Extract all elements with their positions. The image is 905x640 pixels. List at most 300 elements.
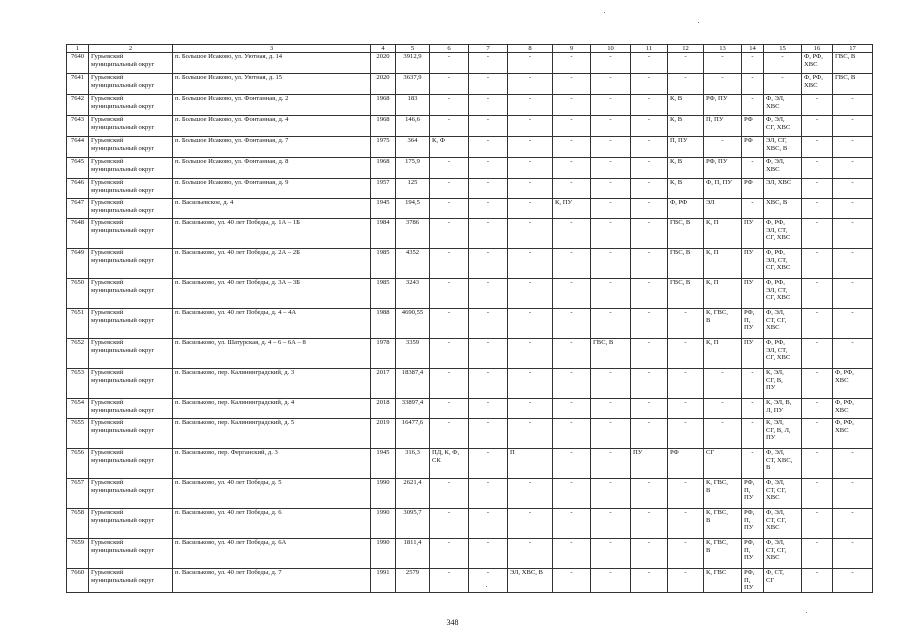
table-cell: -	[553, 309, 591, 339]
table-cell: -	[469, 199, 508, 219]
table-cell: 364	[396, 137, 430, 158]
table-cell: ПУ	[742, 279, 764, 309]
table-cell: -	[802, 339, 833, 369]
table-cell: -	[469, 569, 508, 593]
table-cell: -	[469, 509, 508, 539]
table-cell: -	[631, 339, 668, 369]
table-cell: Гурьевский муниципальный округ	[89, 116, 173, 137]
table-cell: -	[591, 179, 631, 199]
table-cell: -	[591, 419, 631, 449]
table-cell: -	[742, 158, 764, 179]
table-cell: -	[508, 509, 553, 539]
table-cell: 2019	[371, 419, 396, 449]
table-cell: -	[469, 53, 508, 74]
table-cell: Гурьевский муниципальный округ	[89, 419, 173, 449]
table-cell: -	[469, 419, 508, 449]
table-cell: -	[430, 95, 469, 116]
table-cell: -	[591, 249, 631, 279]
table-cell: -	[508, 539, 553, 569]
table-cell: -	[591, 95, 631, 116]
table-cell: -	[833, 569, 873, 593]
table-cell: -	[553, 249, 591, 279]
table-cell: -	[668, 569, 704, 593]
table-cell: 146,6	[396, 116, 430, 137]
table-cell: -	[591, 309, 631, 339]
table-cell: -	[430, 569, 469, 593]
table-cell: Гурьевский муниципальный округ	[89, 158, 173, 179]
table-cell: К, ГВС, В	[704, 309, 742, 339]
table-cell: п. Васильково, ул. 40 лет Победы, д. 1А – 1Б	[173, 219, 371, 249]
table-cell: К, ЭЛ, В, Л, ПУ	[764, 399, 802, 419]
table-cell: -	[430, 53, 469, 74]
table-cell: -	[591, 219, 631, 249]
table-cell: п. Васильково, ул. 40 лет Победы, д. 7	[173, 569, 371, 593]
table-cell: ПУ	[742, 339, 764, 369]
scan-speck	[806, 612, 807, 613]
table-cell: -	[668, 399, 704, 419]
table-cell: Ф, РФ, ЭЛ, СТ, СГ, ХВС	[764, 249, 802, 279]
table-cell: РФ	[668, 449, 704, 479]
table-cell: 7655	[67, 419, 89, 449]
table-cell: ПУ	[631, 449, 668, 479]
table-cell: -	[631, 479, 668, 509]
table-cell: ГВС, В	[668, 279, 704, 309]
table-cell: -	[742, 95, 764, 116]
table-cell: Гурьевский муниципальный округ	[89, 199, 173, 219]
table-cell: -	[764, 74, 802, 95]
table-row	[67, 158, 873, 179]
table-cell: -	[833, 199, 873, 219]
table-cell: 7645	[67, 158, 89, 179]
table-cell: п. Васильково, ул. 40 лет Победы, д. 3А – 3Б	[173, 279, 371, 309]
table-cell: п. Большое Исаково, ул. Фонтанная, д. 8	[173, 158, 371, 179]
column-number-17: 17	[833, 45, 873, 53]
table-cell: -	[591, 369, 631, 399]
table-cell: п. Васильково, ул. 40 лет Победы, д. 4 – 4А	[173, 309, 371, 339]
table-cell: -	[553, 539, 591, 569]
table-cell: п. Большое Исаково, ул. Фонтанная, д. 4	[173, 116, 371, 137]
table-cell: -	[430, 399, 469, 419]
table-cell: -	[668, 53, 704, 74]
table-cell: -	[802, 179, 833, 199]
table-cell: -	[631, 179, 668, 199]
table-cell: -	[631, 569, 668, 593]
table-cell: -	[469, 158, 508, 179]
table-row	[67, 399, 873, 419]
table-cell: п. Васильково, пер. Ферганский, д. 3	[173, 449, 371, 479]
table-cell: Ф, ЭЛ, ХВС	[764, 158, 802, 179]
table-cell: Гурьевский муниципальный округ	[89, 309, 173, 339]
table-row	[67, 53, 873, 74]
table-cell: 1985	[371, 279, 396, 309]
table-cell: -	[802, 199, 833, 219]
table-cell: -	[631, 53, 668, 74]
table-cell: РФ, П, ПУ	[742, 539, 764, 569]
table-cell: 18387,4	[396, 369, 430, 399]
table-row	[67, 219, 873, 249]
table-row	[67, 95, 873, 116]
table-cell: -	[469, 539, 508, 569]
table-cell: -	[833, 179, 873, 199]
column-number-1: 1	[67, 45, 89, 53]
table-cell: -	[508, 116, 553, 137]
table-cell: Гурьевский муниципальный округ	[89, 53, 173, 74]
table-cell: -	[469, 137, 508, 158]
table-cell: 175,9	[396, 158, 430, 179]
table-cell: ПУ	[742, 249, 764, 279]
column-number-4: 4	[371, 45, 396, 53]
table-cell: -	[469, 399, 508, 419]
table-cell: 7644	[67, 137, 89, 158]
table-cell: 3637,9	[396, 74, 430, 95]
table-cell: Гурьевский муниципальный округ	[89, 249, 173, 279]
table-cell: -	[430, 539, 469, 569]
table-cell: К, П	[704, 249, 742, 279]
table-cell: -	[553, 158, 591, 179]
table-cell: -	[631, 419, 668, 449]
table-cell: -	[508, 479, 553, 509]
table-cell: ПД, К, Ф, СК	[430, 449, 469, 479]
table-cell: Ф, РФ, ХВС	[802, 53, 833, 74]
table-cell: 3786	[396, 219, 430, 249]
table-cell: -	[833, 219, 873, 249]
table-cell: К, В	[668, 116, 704, 137]
table-cell: -	[802, 309, 833, 339]
table-cell: -	[591, 509, 631, 539]
table-cell: -	[833, 279, 873, 309]
table-cell: 7650	[67, 279, 89, 309]
table-cell: 7640	[67, 53, 89, 74]
table-cell: -	[430, 479, 469, 509]
table-cell: 1978	[371, 339, 396, 369]
table-cell: Ф, П, ПУ	[704, 179, 742, 199]
table-cell: 1988	[371, 309, 396, 339]
table-cell: -	[553, 279, 591, 309]
table-cell: 7648	[67, 219, 89, 249]
table-cell: -	[668, 539, 704, 569]
table-cell: -	[742, 419, 764, 449]
table-cell: РФ, П, ПУ	[742, 479, 764, 509]
table-cell: Ф, РФ, ЭЛ, СТ, СГ, ХВС	[764, 279, 802, 309]
table-cell: 7651	[67, 309, 89, 339]
table-cell: ГВС, В	[833, 53, 873, 74]
table-cell: 1990	[371, 539, 396, 569]
table-cell: -	[430, 509, 469, 539]
table-cell: Ф, РФ	[668, 199, 704, 219]
table-cell: -	[833, 479, 873, 509]
table-cell: -	[553, 569, 591, 593]
column-number-15: 15	[764, 45, 802, 53]
table-cell: Ф, РФ, ХВС	[833, 369, 873, 399]
table-cell: К, ЭЛ, СГ, В, Л, ПУ	[764, 419, 802, 449]
scan-speck	[486, 586, 487, 587]
table-cell: -	[704, 53, 742, 74]
document-table	[66, 44, 873, 593]
table-cell: -	[553, 479, 591, 509]
table-cell: 2020	[371, 53, 396, 74]
table-cell: К, П	[704, 279, 742, 309]
table-cell: 2579	[396, 569, 430, 593]
table-cell: -	[668, 419, 704, 449]
table-cell: 4690,55	[396, 309, 430, 339]
table-cell: -	[704, 419, 742, 449]
table-cell: -	[508, 219, 553, 249]
table-row	[67, 199, 873, 219]
table-cell: 1945	[371, 199, 396, 219]
table-cell: -	[553, 95, 591, 116]
table-cell: К, ГВС	[704, 569, 742, 593]
table-cell: -	[508, 419, 553, 449]
column-number-7: 7	[469, 45, 508, 53]
table-cell: -	[469, 339, 508, 369]
table-cell: -	[742, 199, 764, 219]
table-cell: 7646	[67, 179, 89, 199]
table-cell: -	[631, 95, 668, 116]
table-cell: К, ГВС, В	[704, 479, 742, 509]
table-cell: РФ, П, ПУ	[742, 309, 764, 339]
table-cell: -	[591, 74, 631, 95]
table-cell: 1984	[371, 219, 396, 249]
table-row	[67, 479, 873, 509]
table-cell: -	[631, 158, 668, 179]
table-cell: п. Васильково, ул. 40 лет Победы, д. 5	[173, 479, 371, 509]
table-cell: 1811,4	[396, 539, 430, 569]
table-cell: П, ПУ	[704, 116, 742, 137]
table-cell: -	[508, 249, 553, 279]
column-number-6: 6	[430, 45, 469, 53]
column-number-2: 2	[89, 45, 173, 53]
table-cell: -	[704, 399, 742, 419]
table-cell: -	[802, 479, 833, 509]
table-cell: -	[553, 419, 591, 449]
table-cell: 2018	[371, 399, 396, 419]
table-row	[67, 309, 873, 339]
table-cell: Гурьевский муниципальный округ	[89, 509, 173, 539]
table-cell: ГВС, В	[591, 339, 631, 369]
table-cell: Гурьевский муниципальный округ	[89, 539, 173, 569]
table-cell: -	[508, 53, 553, 74]
table-row	[67, 279, 873, 309]
table-cell: -	[508, 309, 553, 339]
table-row	[67, 116, 873, 137]
table-cell: -	[469, 219, 508, 249]
table-cell: -	[742, 369, 764, 399]
table-cell: -	[833, 509, 873, 539]
table-cell: Гурьевский муниципальный округ	[89, 137, 173, 158]
table-cell: п. Васильково, ул. Шатурская, д. 4 – 6 – 6А – 8	[173, 339, 371, 369]
column-number-8: 8	[508, 45, 553, 53]
table-cell: -	[553, 509, 591, 539]
table-cell: 1975	[371, 137, 396, 158]
table-cell: 7654	[67, 399, 89, 419]
table-cell: Гурьевский муниципальный округ	[89, 479, 173, 509]
table-cell: 183	[396, 95, 430, 116]
table-cell: -	[430, 74, 469, 95]
table-cell: -	[591, 199, 631, 219]
table-cell: -	[469, 449, 508, 479]
table-cell: -	[469, 279, 508, 309]
table-cell: П	[508, 449, 553, 479]
table-cell: К, В	[668, 95, 704, 116]
scan-speck	[698, 22, 699, 23]
table-row	[67, 369, 873, 399]
table-cell: -	[591, 479, 631, 509]
table-cell: Гурьевский муниципальный округ	[89, 219, 173, 249]
table-cell: -	[553, 369, 591, 399]
table-header-row	[67, 45, 873, 53]
table-cell: -	[631, 309, 668, 339]
table-cell: 7647	[67, 199, 89, 219]
table-cell: -	[764, 53, 802, 74]
table-cell: -	[802, 449, 833, 479]
table-cell: 3243	[396, 279, 430, 309]
table-cell: -	[802, 369, 833, 399]
table-cell: П, ПУ	[668, 137, 704, 158]
table-cell: -	[802, 116, 833, 137]
table-cell: Гурьевский муниципальный округ	[89, 179, 173, 199]
table-cell: -	[742, 399, 764, 419]
table-cell: 1957	[371, 179, 396, 199]
table-cell: ГВС, В	[668, 219, 704, 249]
table-cell: -	[631, 399, 668, 419]
table-cell: Гурьевский муниципальный округ	[89, 369, 173, 399]
table-cell: Гурьевский муниципальный округ	[89, 95, 173, 116]
table-cell: К, ПУ	[553, 199, 591, 219]
table-cell: К, В	[668, 158, 704, 179]
column-number-13: 13	[704, 45, 742, 53]
table-cell: Ф, ЭЛ, ХВС	[764, 95, 802, 116]
table-cell: п. Большое Исаково, ул. Фонтанная, д. 2	[173, 95, 371, 116]
table-cell: Гурьевский муниципальный округ	[89, 449, 173, 479]
table-row	[67, 137, 873, 158]
table-cell: -	[631, 249, 668, 279]
table-cell: Гурьевский муниципальный округ	[89, 399, 173, 419]
table-cell: -	[802, 419, 833, 449]
table-cell: -	[591, 539, 631, 569]
table-cell: -	[631, 279, 668, 309]
table-cell: -	[802, 509, 833, 539]
table-cell: РФ, ПУ	[704, 95, 742, 116]
table-cell: -	[833, 95, 873, 116]
table-row	[67, 339, 873, 369]
table-cell: п. Васильково, ул. 40 лет Победы, д. 6А	[173, 539, 371, 569]
table-cell: ЭЛ, СГ, ХВС, В	[764, 137, 802, 158]
table-cell: 1968	[371, 95, 396, 116]
table-cell: -	[430, 199, 469, 219]
table-row	[67, 74, 873, 95]
table-cell: 2621,4	[396, 479, 430, 509]
column-number-11: 11	[631, 45, 668, 53]
table-cell: -	[833, 158, 873, 179]
table-cell: -	[469, 479, 508, 509]
table-cell: Ф, ЭЛ, СГ, ХВС	[764, 116, 802, 137]
table-cell: 7658	[67, 509, 89, 539]
table-cell: 194,5	[396, 199, 430, 219]
table-cell: -	[591, 116, 631, 137]
table-cell: 1945	[371, 449, 396, 479]
table-cell: РФ	[742, 179, 764, 199]
table-cell: -	[553, 179, 591, 199]
table-cell: -	[553, 116, 591, 137]
table-cell: -	[430, 419, 469, 449]
table-cell: Ф, РФ, ХВС	[802, 74, 833, 95]
table-cell: -	[469, 95, 508, 116]
table-cell: п. Васильково, ул. 40 лет Победы, д. 6	[173, 509, 371, 539]
table-cell: ПУ	[742, 219, 764, 249]
table-cell: -	[430, 219, 469, 249]
table-cell: -	[742, 74, 764, 95]
table-cell: 7653	[67, 369, 89, 399]
table-cell: -	[802, 249, 833, 279]
table-cell: -	[833, 339, 873, 369]
table-cell: -	[833, 539, 873, 569]
table-cell: 7642	[67, 95, 89, 116]
table-cell: -	[591, 137, 631, 158]
table-cell: п. Большое Исаково, ул. Уютная, д. 14	[173, 53, 371, 74]
table-cell: -	[668, 369, 704, 399]
table-cell: -	[553, 74, 591, 95]
table-cell: -	[802, 219, 833, 249]
table-row	[67, 419, 873, 449]
table-cell: -	[469, 179, 508, 199]
table-cell: 3359	[396, 339, 430, 369]
table-cell: 1968	[371, 116, 396, 137]
table-cell: -	[430, 179, 469, 199]
scan-speck	[604, 12, 605, 13]
column-number-3: 3	[173, 45, 371, 53]
table-cell: 7656	[67, 449, 89, 479]
table-cell: -	[430, 369, 469, 399]
table-row	[67, 179, 873, 199]
table-cell: -	[668, 509, 704, 539]
table-cell: -	[508, 158, 553, 179]
table-cell: Гурьевский муниципальный округ	[89, 74, 173, 95]
table-cell: -	[553, 219, 591, 249]
table-cell: Ф, ЭЛ, СТ, СГ, ХВС	[764, 539, 802, 569]
table-cell: -	[833, 249, 873, 279]
table-cell: -	[802, 539, 833, 569]
table-cell: -	[508, 199, 553, 219]
table-cell: -	[668, 74, 704, 95]
table-cell: Ф, ЭЛ, СТ, СГ, ХВС	[764, 479, 802, 509]
column-number-10: 10	[591, 45, 631, 53]
table-cell: РФ, П, ПУ	[742, 569, 764, 593]
table-cell: К, ГВС, В	[704, 539, 742, 569]
table-cell: -	[430, 339, 469, 369]
table-cell: 1990	[371, 509, 396, 539]
table-cell: п. Большое Исаково, ул. Фонтанная, д. 7	[173, 137, 371, 158]
table-cell: Ф, СТ, СГ	[764, 569, 802, 593]
table-cell: -	[508, 137, 553, 158]
table-cell: 7657	[67, 479, 89, 509]
table-cell: -	[591, 158, 631, 179]
table-cell: -	[469, 369, 508, 399]
table-cell: -	[508, 339, 553, 369]
table-cell: -	[631, 539, 668, 569]
table-cell: К, П	[704, 219, 742, 249]
table-cell: -	[508, 95, 553, 116]
table-cell: -	[742, 449, 764, 479]
table-cell: 3095,7	[396, 509, 430, 539]
table-cell: 7652	[67, 339, 89, 369]
table-cell: 7659	[67, 539, 89, 569]
table-cell: -	[833, 309, 873, 339]
table-cell: К, П	[704, 339, 742, 369]
table-cell: -	[430, 309, 469, 339]
column-number-14: 14	[742, 45, 764, 53]
table-cell: п. Большое Исаково, ул. Фонтанная, д. 9	[173, 179, 371, 199]
table-cell: -	[591, 53, 631, 74]
